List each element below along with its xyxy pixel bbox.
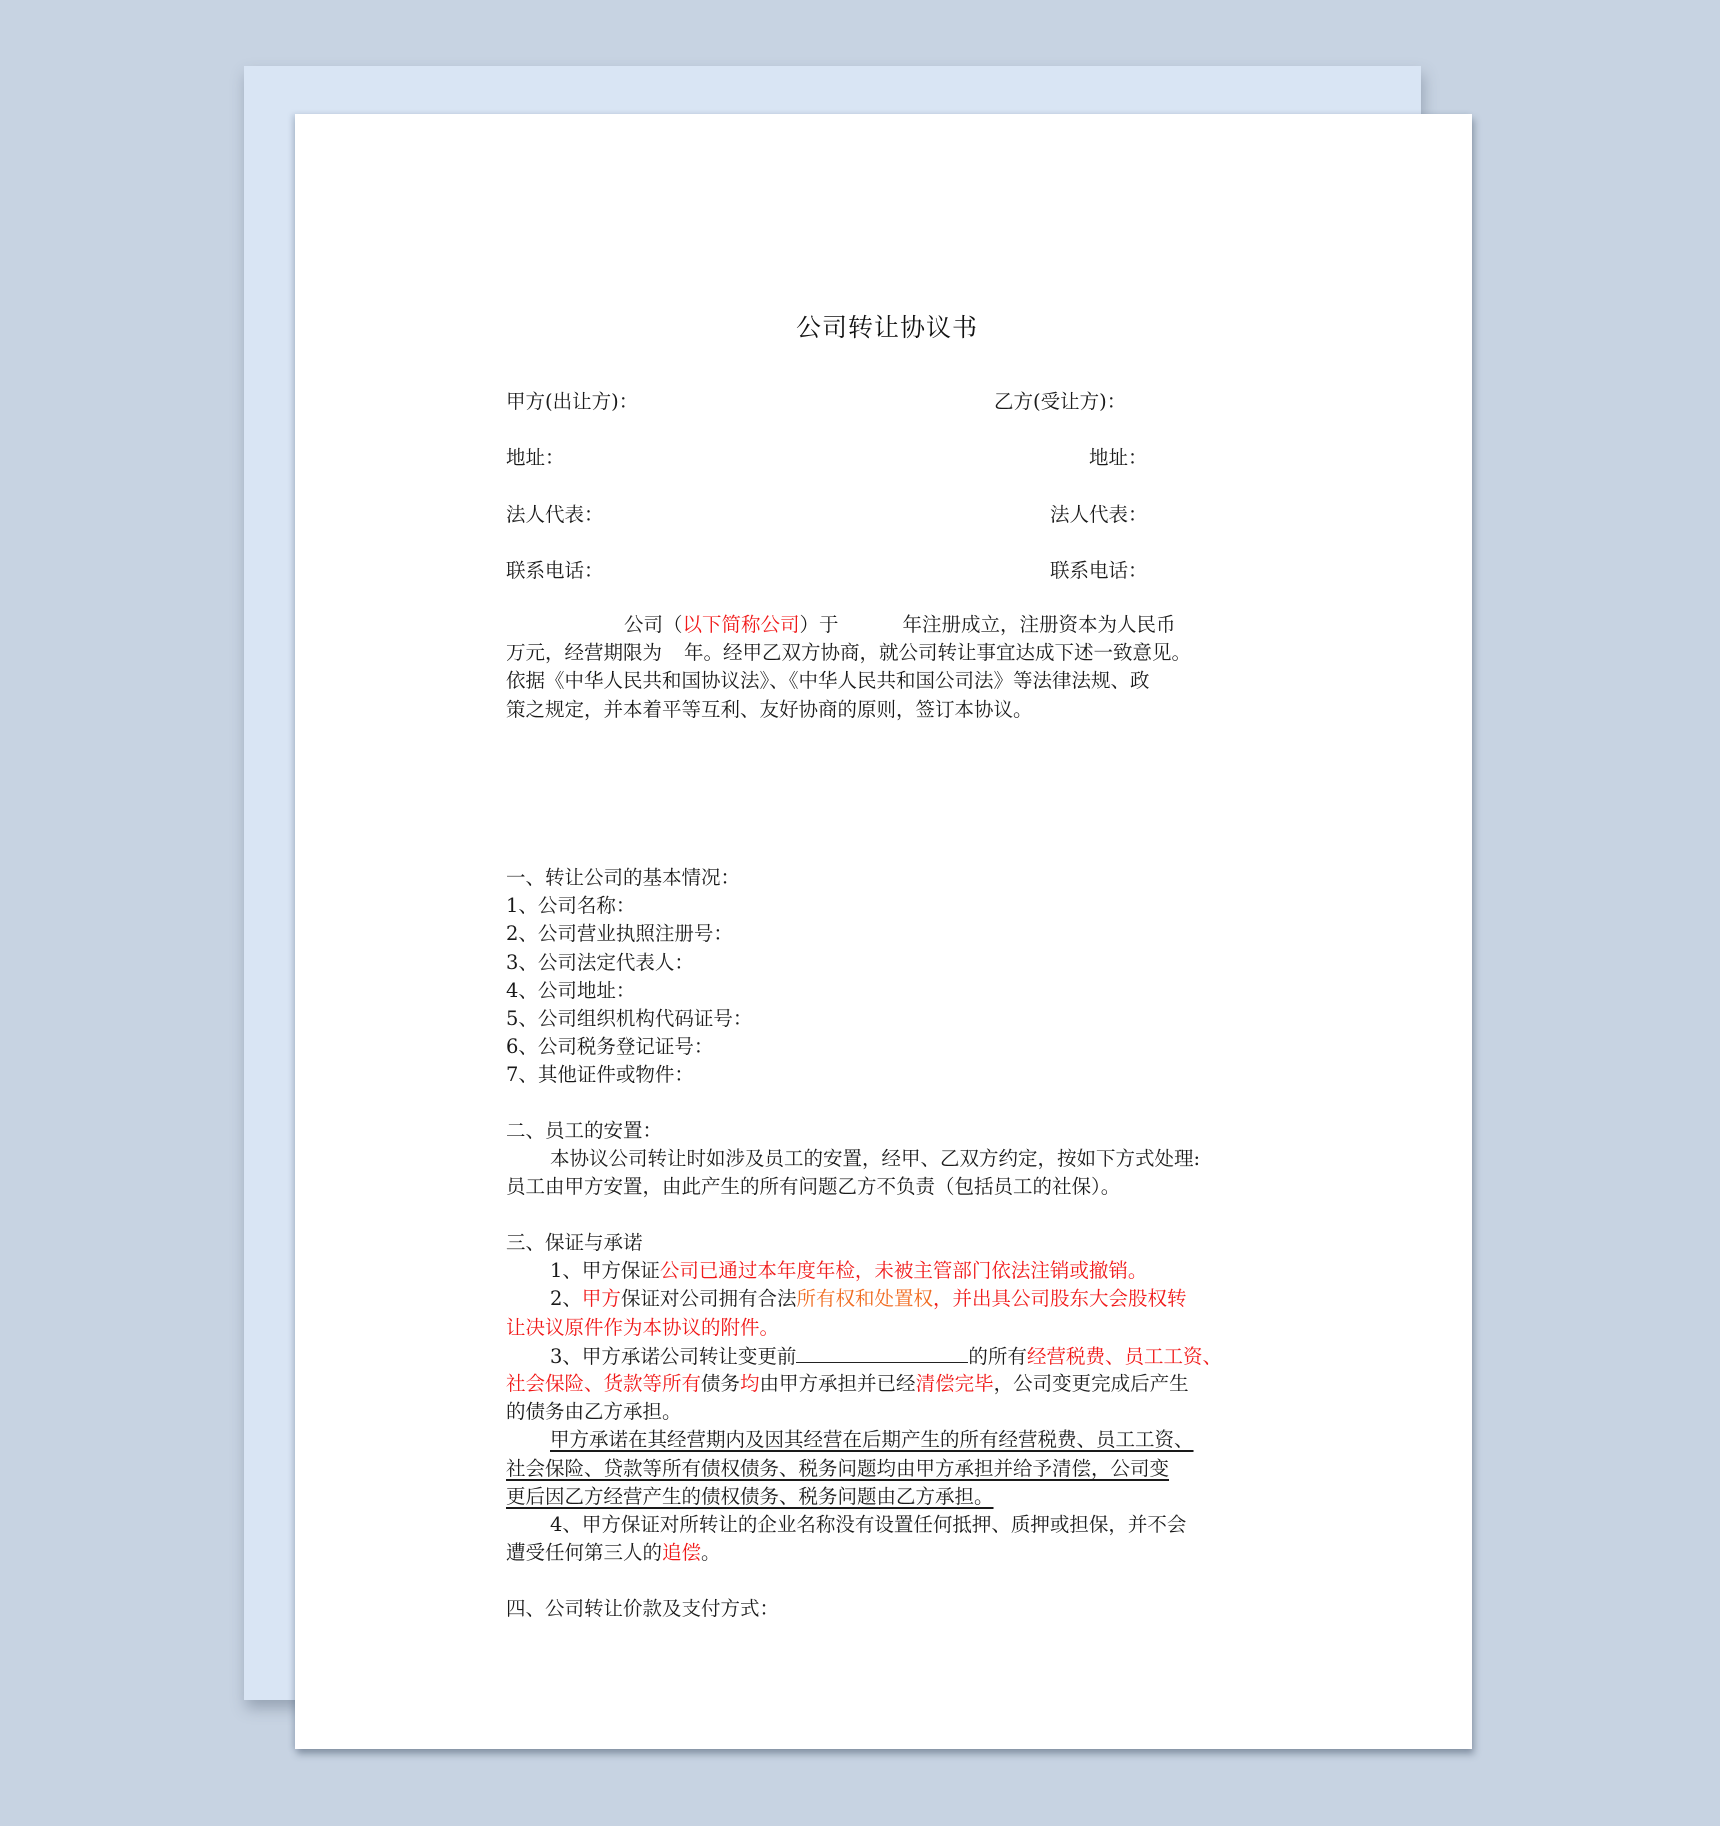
clause-text: 1、甲方保证 — [550, 1259, 660, 1283]
section-3 — [506, 1229, 1276, 1567]
clause-highlight: 公司已通过本年度年检，未被主管部门依法注销或撤销。 — [659, 1259, 1148, 1283]
section-2 — [506, 1117, 1276, 1202]
clause-4-line-2 — [506, 1539, 1276, 1567]
document-title: 公司转让协议书 — [795, 313, 978, 342]
underlined-text: 更后因乙方经营产生的债权债务、税务问题由乙方承担。 — [506, 1484, 994, 1508]
clause-highlight: ，并出具公司股东大会股权转 — [932, 1287, 1187, 1311]
section-2-heading: 二、员工的安置： — [506, 1119, 663, 1142]
intro-text: 万元，经营期限为 — [506, 641, 663, 665]
list-item: 4、公司地址： — [506, 978, 636, 1002]
intro-text: 公司（ — [624, 613, 683, 636]
party-b-phone-label: 联系电话： — [1050, 559, 1148, 582]
party-a-phone-label: 联系电话： — [506, 559, 604, 582]
party-a-legal-rep-label: 法人代表： — [506, 503, 604, 526]
clause-3-line-2 — [506, 1370, 1276, 1398]
clause-highlight-orange: 所有权和处置权 — [796, 1287, 933, 1311]
party-row-phone — [506, 555, 1286, 583]
clause-4: 4、甲方保证对所转让的企业名称没有设置任何抵押、质押或担保，并不会 — [550, 1512, 1187, 1536]
party-row-address — [506, 442, 1286, 470]
clause-3 — [506, 1342, 1276, 1370]
party-b-legal-rep-label: 法人代表： — [1050, 503, 1148, 526]
party-b-address-label: 地址： — [1089, 446, 1148, 469]
clause-highlight: 经营税费、员工工资、 — [1026, 1344, 1222, 1368]
document-page — [295, 114, 1472, 1749]
intro-text: 依据《中华人民共和国协议法》、《中华人民共和国公司法》等法律法规、政 — [506, 669, 1150, 693]
clause-text: 。 — [701, 1541, 721, 1565]
underlined-text: 社会保险、贷款等所有债权债务、税务问题均由甲方承担并给予清偿，公司变 — [506, 1456, 1170, 1480]
intro-highlight: 以下简称公司 — [682, 613, 800, 636]
intro-text: 年。经甲乙双方协商，就公司转让事宜达成下述一致意见。 — [684, 641, 1192, 665]
clause-highlight: 均 — [740, 1371, 760, 1395]
clause-highlight: 甲方 — [581, 1287, 621, 1311]
party-a-label: 甲方(出让方)： — [506, 390, 639, 413]
intro-paragraph — [506, 611, 1276, 724]
clause-text: 保证对公司拥有合法 — [620, 1287, 797, 1311]
clause-2 — [506, 1285, 1276, 1313]
list-item: 2、公司营业执照注册号： — [506, 922, 733, 946]
clause-highlight: 清偿完毕 — [915, 1371, 994, 1395]
section-1 — [506, 864, 1276, 1090]
underlined-text: 甲方承诺在其经营期内及因其经营在后期产生的所有经营税费、员工工资、 — [550, 1428, 1194, 1452]
intro-text: 年注册成立，注册资本为人民币 — [902, 613, 1176, 636]
list-item: 3、公司法定代表人： — [506, 950, 694, 974]
underlined-commitment-line-3 — [506, 1483, 1276, 1511]
clause-text: 的债务由乙方承担。 — [506, 1400, 682, 1424]
clause-text: 由甲方承担并已经 — [759, 1371, 916, 1395]
intro-text: ）于 — [799, 613, 839, 636]
party-row-legal-rep — [506, 499, 1286, 527]
clause-1 — [506, 1257, 1276, 1285]
list-item: 6、公司税务登记证号： — [506, 1035, 714, 1059]
clause-text: 的所有 — [968, 1344, 1027, 1368]
section-2-text: 本协议公司转让时如涉及员工的安置，经甲、乙双方约定，按如下方式处理: — [550, 1147, 1201, 1171]
clause-highlight: 社会保险、货款等所有 — [506, 1371, 702, 1395]
clause-highlight: 让决议原件作为本协议的附件。 — [506, 1315, 780, 1339]
list-item: 1、公司名称： — [506, 894, 636, 918]
clause-text: 3、甲方承诺公司转让变更前 — [550, 1344, 797, 1368]
intro-text: 策之规定，并本着平等互利、友好协商的原则，签订本协议。 — [506, 697, 1033, 721]
fill-in-blank — [796, 1342, 968, 1363]
party-a-address-label: 地址： — [506, 446, 565, 469]
clause-text: 遭受任何第三人的 — [506, 1541, 663, 1565]
underlined-commitment-line-2 — [506, 1455, 1276, 1483]
section-2-text: 员工由甲方安置，由此产生的所有问题乙方不负责（包括员工的社保）。 — [506, 1175, 1121, 1199]
clause-text: ，公司变更完成后产生 — [993, 1371, 1189, 1395]
list-item: 7、其他证件或物件： — [506, 1063, 694, 1087]
list-item: 5、公司组织机构代码证号： — [506, 1006, 753, 1030]
party-b-label: 乙方(受让方)： — [994, 390, 1127, 413]
section-4-heading: 四、公司转让价款及支付方式： — [506, 1597, 780, 1620]
clause-text: 债务 — [701, 1371, 741, 1395]
section-1-heading: 一、转让公司的基本情况： — [506, 866, 741, 889]
section-4 — [506, 1595, 1276, 1623]
party-row-names — [506, 386, 1286, 414]
clause-highlight: 追偿 — [662, 1541, 702, 1565]
underlined-commitment — [506, 1426, 1276, 1454]
clause-text: 2、 — [550, 1287, 582, 1311]
section-3-heading: 三、保证与承诺 — [506, 1231, 643, 1254]
